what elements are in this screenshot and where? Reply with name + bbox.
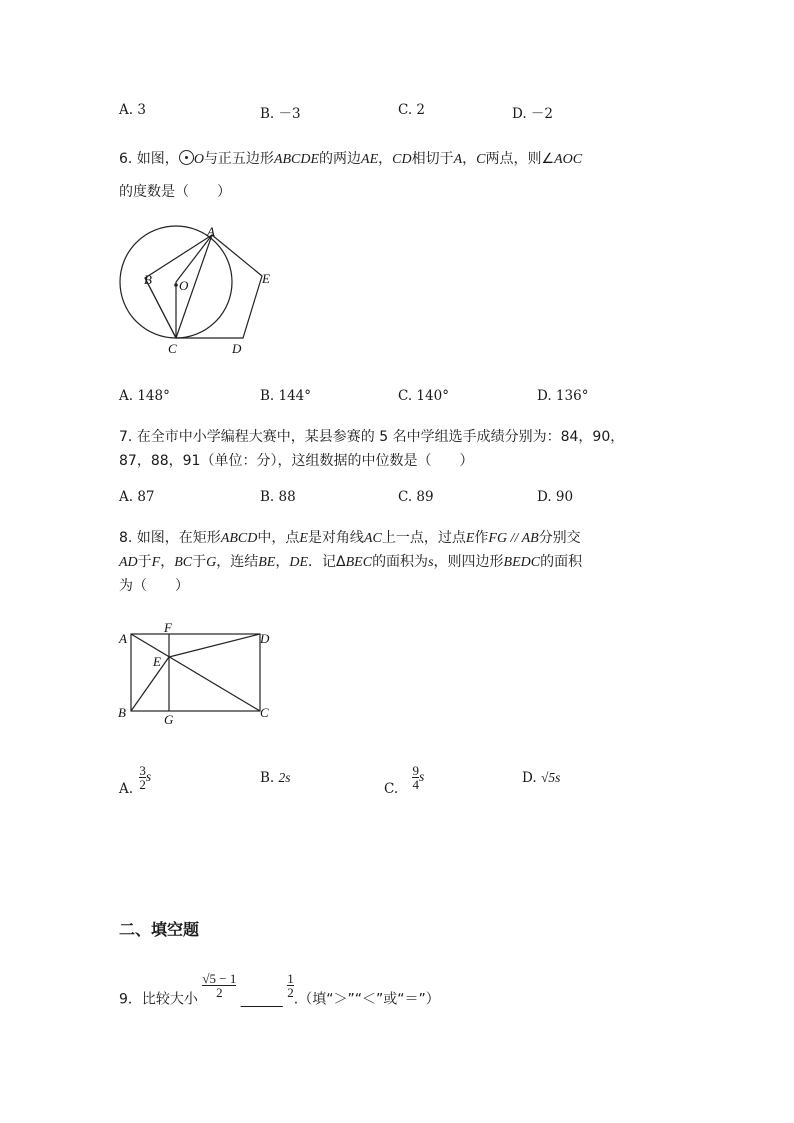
q5-option-c: C. 2 (398, 102, 426, 118)
circle-dot-symbol (179, 150, 194, 165)
q7-option-c: C. 89 (398, 489, 434, 505)
q6-line1: 6. 如图， O与正五边形ABCDE的两边AE，CD相切于A，C两点，则∠AOC (119, 151, 583, 167)
q5-option-b: B. －3 (260, 106, 301, 122)
label-g: G (164, 712, 174, 727)
label-o: O (179, 278, 189, 293)
q7-option-b: B. 88 (260, 489, 296, 505)
q7-line2: 87，88，91（单位：分），这组数据的中位数是（ ） (119, 453, 474, 469)
label-c: C (260, 705, 269, 720)
diagonal-ac (131, 634, 260, 711)
section-title-fill-in: 二、填空题 (119, 920, 200, 939)
pentagon-abcde (145, 235, 262, 338)
label-d: D (232, 341, 242, 356)
q9-line: 9．比较大小 $\frac{√5 - 1}{2}$ ______ $\frac{1}{2}$ .（填“＞”“＜”或“＝”） (119, 971, 440, 1008)
label-b: B (118, 705, 126, 720)
label-a: A (119, 631, 127, 646)
q6-option-d: D. 136° (537, 388, 589, 404)
segment-bc (145, 278, 176, 338)
q8-option-c: C. $\frac{9}{4}$ s (384, 763, 425, 797)
q6-option-c: C. 140° (398, 388, 449, 404)
q8-option-a: A. $\frac{3}{2}$ s (119, 763, 152, 797)
q8-option-d: D. √5s (522, 770, 561, 786)
q5-option-d: D. －2 (512, 106, 554, 122)
q8-figure (112, 620, 282, 730)
q8-line2: AD于F，BC于G，连结BE，DE．记ΔBEC的面积为s，则四边形BEDC的面积 (119, 554, 583, 570)
segment-be (131, 657, 169, 711)
q7-option-d: D. 90 (537, 489, 574, 505)
q8-option-b: B. 2s (260, 770, 291, 786)
q8-line3: 为（ ） (119, 578, 189, 594)
q5-option-a: A. 3 (119, 102, 146, 118)
q9-answer-blank[interactable]: ______ (240, 991, 283, 1008)
center-point-o (174, 283, 178, 287)
segment-oa (176, 235, 212, 282)
label-e: E (262, 271, 270, 286)
q6-line2: 的度数是（ ） (119, 184, 231, 200)
q7-line1: 7. 在全市中小学编程大赛中，某县参赛的 5 名中学组选手成绩分别为：84，90， (119, 429, 625, 445)
segment-de (169, 634, 260, 657)
label-c: C (168, 341, 177, 356)
label-e: E (153, 654, 161, 669)
label-b: B (144, 272, 152, 287)
label-f: F (164, 620, 172, 635)
label-a: A (207, 224, 215, 239)
q6-option-a: A. 148° (119, 388, 170, 404)
q6-figure (110, 222, 280, 362)
label-d: D (260, 631, 270, 646)
q8-line1: 8. 如图，在矩形ABCD中，点E是对角线AC上一点，过点E作FG // AB分别交 (119, 530, 581, 546)
q7-option-a: A. 87 (119, 489, 155, 505)
q6-option-b: B. 144° (260, 388, 312, 404)
